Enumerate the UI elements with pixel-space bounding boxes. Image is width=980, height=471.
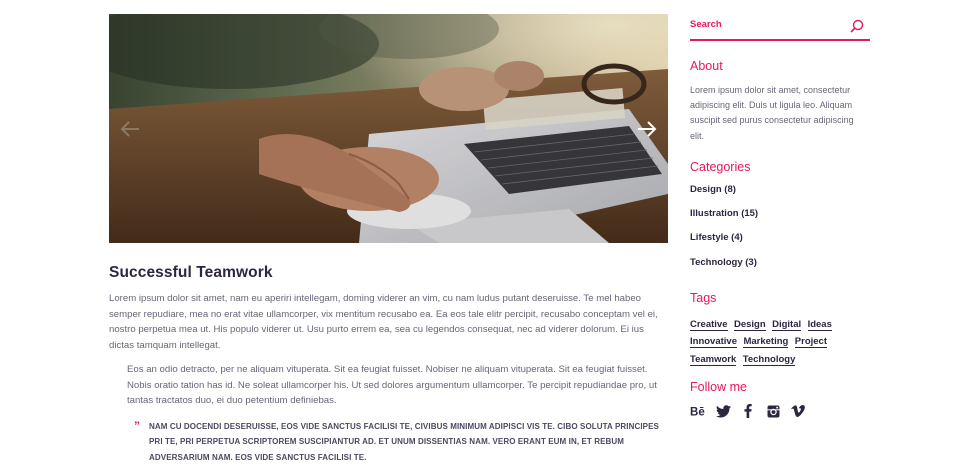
post-indented-paragraph: Eos an odio detracto, per ne aliquam vituperata. Sit ea feugiat fuisset. Nobiser ne aliquam vituperata. Sit ea feugiat fuisset. Nobis oratio tation has id. Ne soleat ullamcorper his. Ut sed dolores argumentum ullamcorper. Te percipit repudiandae pro, ut tantas tractatos duo, ei duo petentium definiebas.: [127, 364, 657, 406]
tag-innovative[interactable]: Innovative: [690, 336, 737, 348]
tag-project[interactable]: Project: [794, 336, 827, 348]
tag-ideas[interactable]: Ideas: [807, 319, 832, 330]
arrow-right-icon[interactable]: [636, 118, 658, 140]
follow-title: Follow me: [690, 380, 747, 395]
category-item-design[interactable]: Design (8): [690, 183, 736, 195]
categories-title: Categories: [690, 159, 751, 174]
tag-digital[interactable]: Digital: [772, 319, 802, 330]
arrow-left-icon[interactable]: [119, 118, 141, 140]
category-list: [690, 184, 870, 281]
blockquote-text: NAM CU DOCENDI DESERUISSE, EOS VIDE SANCTUS FACILISI TE, CIVIBUS MINIMUM ADIPISCI VIS TE. CIBO SOLUTA PRINCIPES PRI TE, PRI PERPETUA SCRIPTOREM SUSCIPIANTUR AD. ET UNUM DISSENTIAS NAM. VERO ERANT EUM IN, ET REBUM ADVERSARIUM NAM. EOS VIDE SANCTUS FACILISI TE.: [149, 421, 659, 462]
svg-text:Bē: Bē: [690, 406, 705, 419]
post-title[interactable]: Successful Teamwork: [109, 264, 273, 281]
category-item-lifestyle[interactable]: Lifestyle (4): [690, 232, 743, 244]
tag-cloud: [690, 314, 868, 366]
tag-creative[interactable]: Creative: [690, 319, 728, 330]
category-item-technology[interactable]: Technology (3): [690, 256, 757, 268]
category-item-illustration[interactable]: Illustration (15): [690, 208, 759, 220]
behance-icon[interactable]: [690, 404, 706, 418]
twitter-icon[interactable]: [715, 404, 731, 418]
laptop-desk-photo: [109, 14, 668, 243]
tag-marketing[interactable]: Marketing: [743, 336, 789, 348]
search-icon[interactable]: [850, 19, 864, 33]
tag-teamwork[interactable]: Teamwork: [690, 353, 737, 365]
tags-title: Tags: [690, 291, 717, 305]
instagram-icon[interactable]: [765, 404, 781, 418]
sidebar: [690, 14, 870, 418]
about-text: Lorem ipsum dolor sit amet, consectetur adipiscing elit. Duis ut ligula leo. Aliquam suscipit sed purus consectetur adipiscing elit.: [690, 85, 854, 141]
facebook-icon[interactable]: [740, 404, 756, 418]
main-content: [109, 14, 668, 465]
vimeo-icon[interactable]: [790, 404, 806, 418]
search-box: [690, 14, 870, 41]
quote-mark-icon: ”: [134, 418, 141, 433]
post-blockquote: [109, 419, 668, 466]
tag-technology[interactable]: Technology: [742, 353, 796, 365]
tag-design[interactable]: Design: [733, 319, 766, 330]
social-links: [690, 404, 870, 418]
post-body: Lorem ipsum dolor sit amet, nam eu aperiri intellegam, doming viderer an vim, cu nam ludus putant deseruisse. Te mel habeo semper repudiare, mea no erat vitae ullamcorper, vix mentitum recusabo ea. Ea eos tale elitr percipit, recusabo conceptam vel ei, nostro perpetua mea ut. His populo viderer ut. Usu purto errem ea, sea cu legendos consequat, nec ad viderer dolorum. Ei ius dictas tamquam intellegat.: [109, 293, 658, 351]
search-input[interactable]: [690, 19, 840, 30]
about-title: About: [690, 59, 723, 73]
image-slider: [109, 14, 668, 243]
